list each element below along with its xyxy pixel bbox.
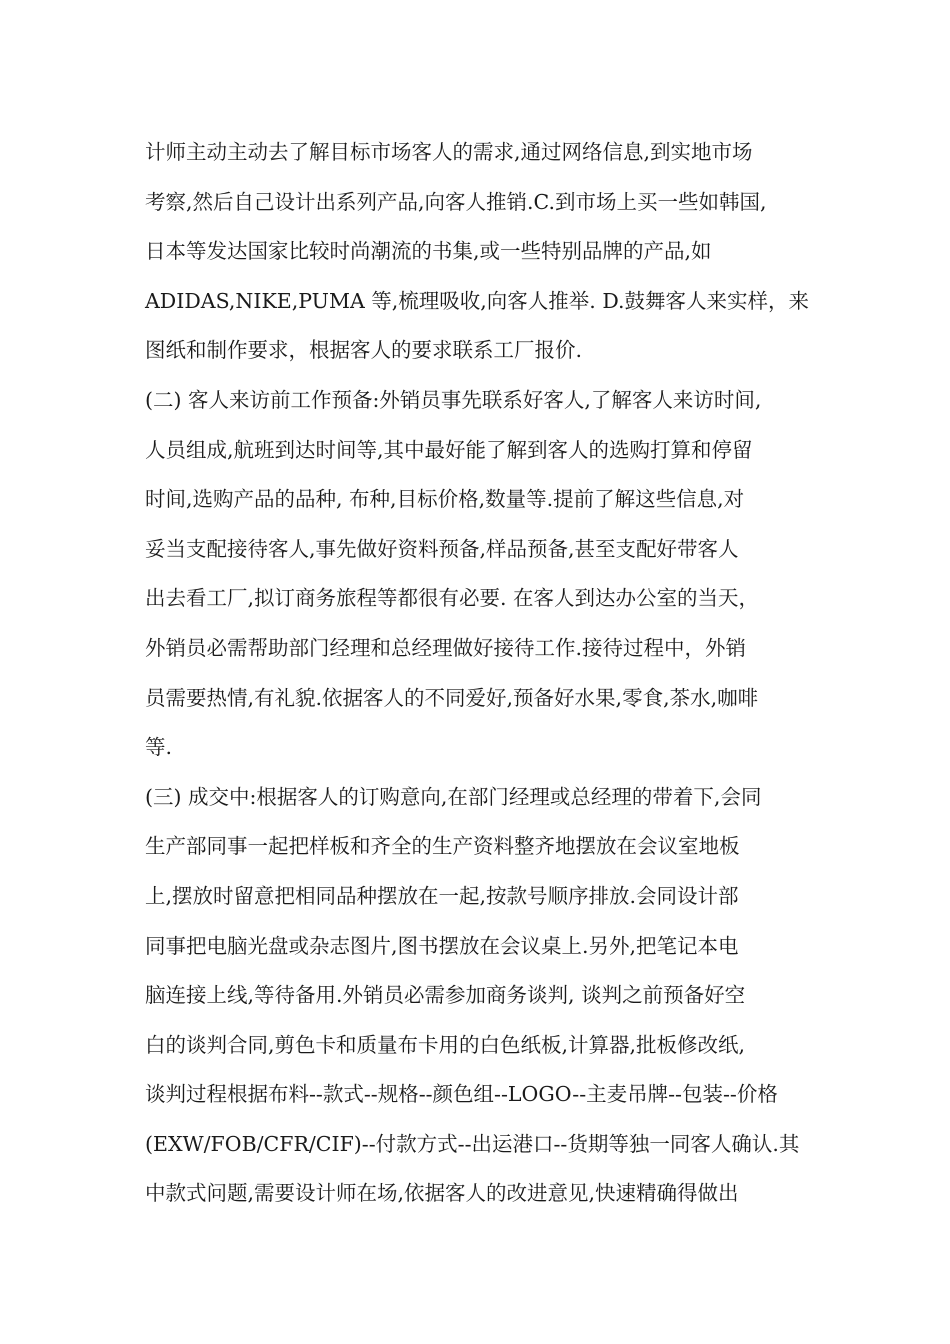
text-line: 人员组成,航班到达时间等,其中最好能了解到客人的选购打算和停留 xyxy=(145,437,753,462)
text-line: 上,摆放时留意把相同品种摆放在一起,按款号顺序排放.会同设计部 xyxy=(145,883,739,908)
text-line: 脑连接上线,等待备用.外销员必需参加商务谈判, 谈判之前预备好空 xyxy=(145,983,746,1008)
section-heading-line: (二) 客人来访前工作预备:外销员事先联系好客人,了解客人来访时间, xyxy=(145,387,762,412)
text-line: 生产部同事一起把样板和齐全的生产资料整齐地摆放在会议室地板 xyxy=(145,834,740,859)
text-line: ADIDAS,NIKE,PUMA 等,梳理吸收,向客人推举. D.鼓舞客人来实样，来 xyxy=(145,288,810,313)
text-line: (EXW/FOB/CFR/CIF)--付款方式--出运港口--货期等独一同客人确认.其 xyxy=(145,1131,800,1156)
text-line: 计师主动主动去了解目标市场客人的需求,通过网络信息,到实地市场 xyxy=(145,140,753,164)
text-line: 员需要热情,有礼貌.依据客人的不同爱好,预备好水果,零食,茶水,咖啡 xyxy=(145,685,759,710)
text-line: 等. xyxy=(145,735,173,760)
text-line: 时间,选购产品的品种, 布种,目标价格,数量等.提前了解这些信息,对 xyxy=(145,487,745,512)
text-line: 同事把电脑光盘或杂志图片,图书摆放在会议桌上.另外,把笔记本电 xyxy=(145,933,739,958)
text-line: 出去看工厂,拟订商务旅程等都很有必要. 在客人到达办公室的当天， xyxy=(145,586,760,611)
text-line: 中款式问题,需要设计师在场,依据客人的改进意见,快速精确得做出 xyxy=(145,1181,739,1206)
text-line: 白的谈判合同,剪色卡和质量布卡用的白色纸板,计算器,批板修改纸, xyxy=(145,1032,746,1057)
text-line: 外销员必需帮助部门经理和总经理做好接待工作.接待过程中，外销 xyxy=(145,635,747,660)
text-line: 图纸和制作要求，根据客人的要求联系工厂报价. xyxy=(145,338,583,363)
section-heading-line: (三) 成交中:根据客人的订购意向,在部门经理或总经理的带着下,会同 xyxy=(145,784,762,809)
text-line: 考察,然后自己设计出系列产品,向客人推销.C.到市场上买一些如韩国, xyxy=(145,189,767,214)
text-line: 妥当支配接待客人,事先做好资料预备,样品预备,甚至支配好带客人 xyxy=(145,536,739,561)
text-line: 日本等发达国家比较时尚潮流的书集,或一些特别品牌的产品,如 xyxy=(145,239,712,264)
text-line: 谈判过程根据布料--款式--规格--颜色组--LOGO--主麦吊牌--包装--价格 xyxy=(145,1082,778,1107)
body-text xyxy=(145,128,815,1219)
